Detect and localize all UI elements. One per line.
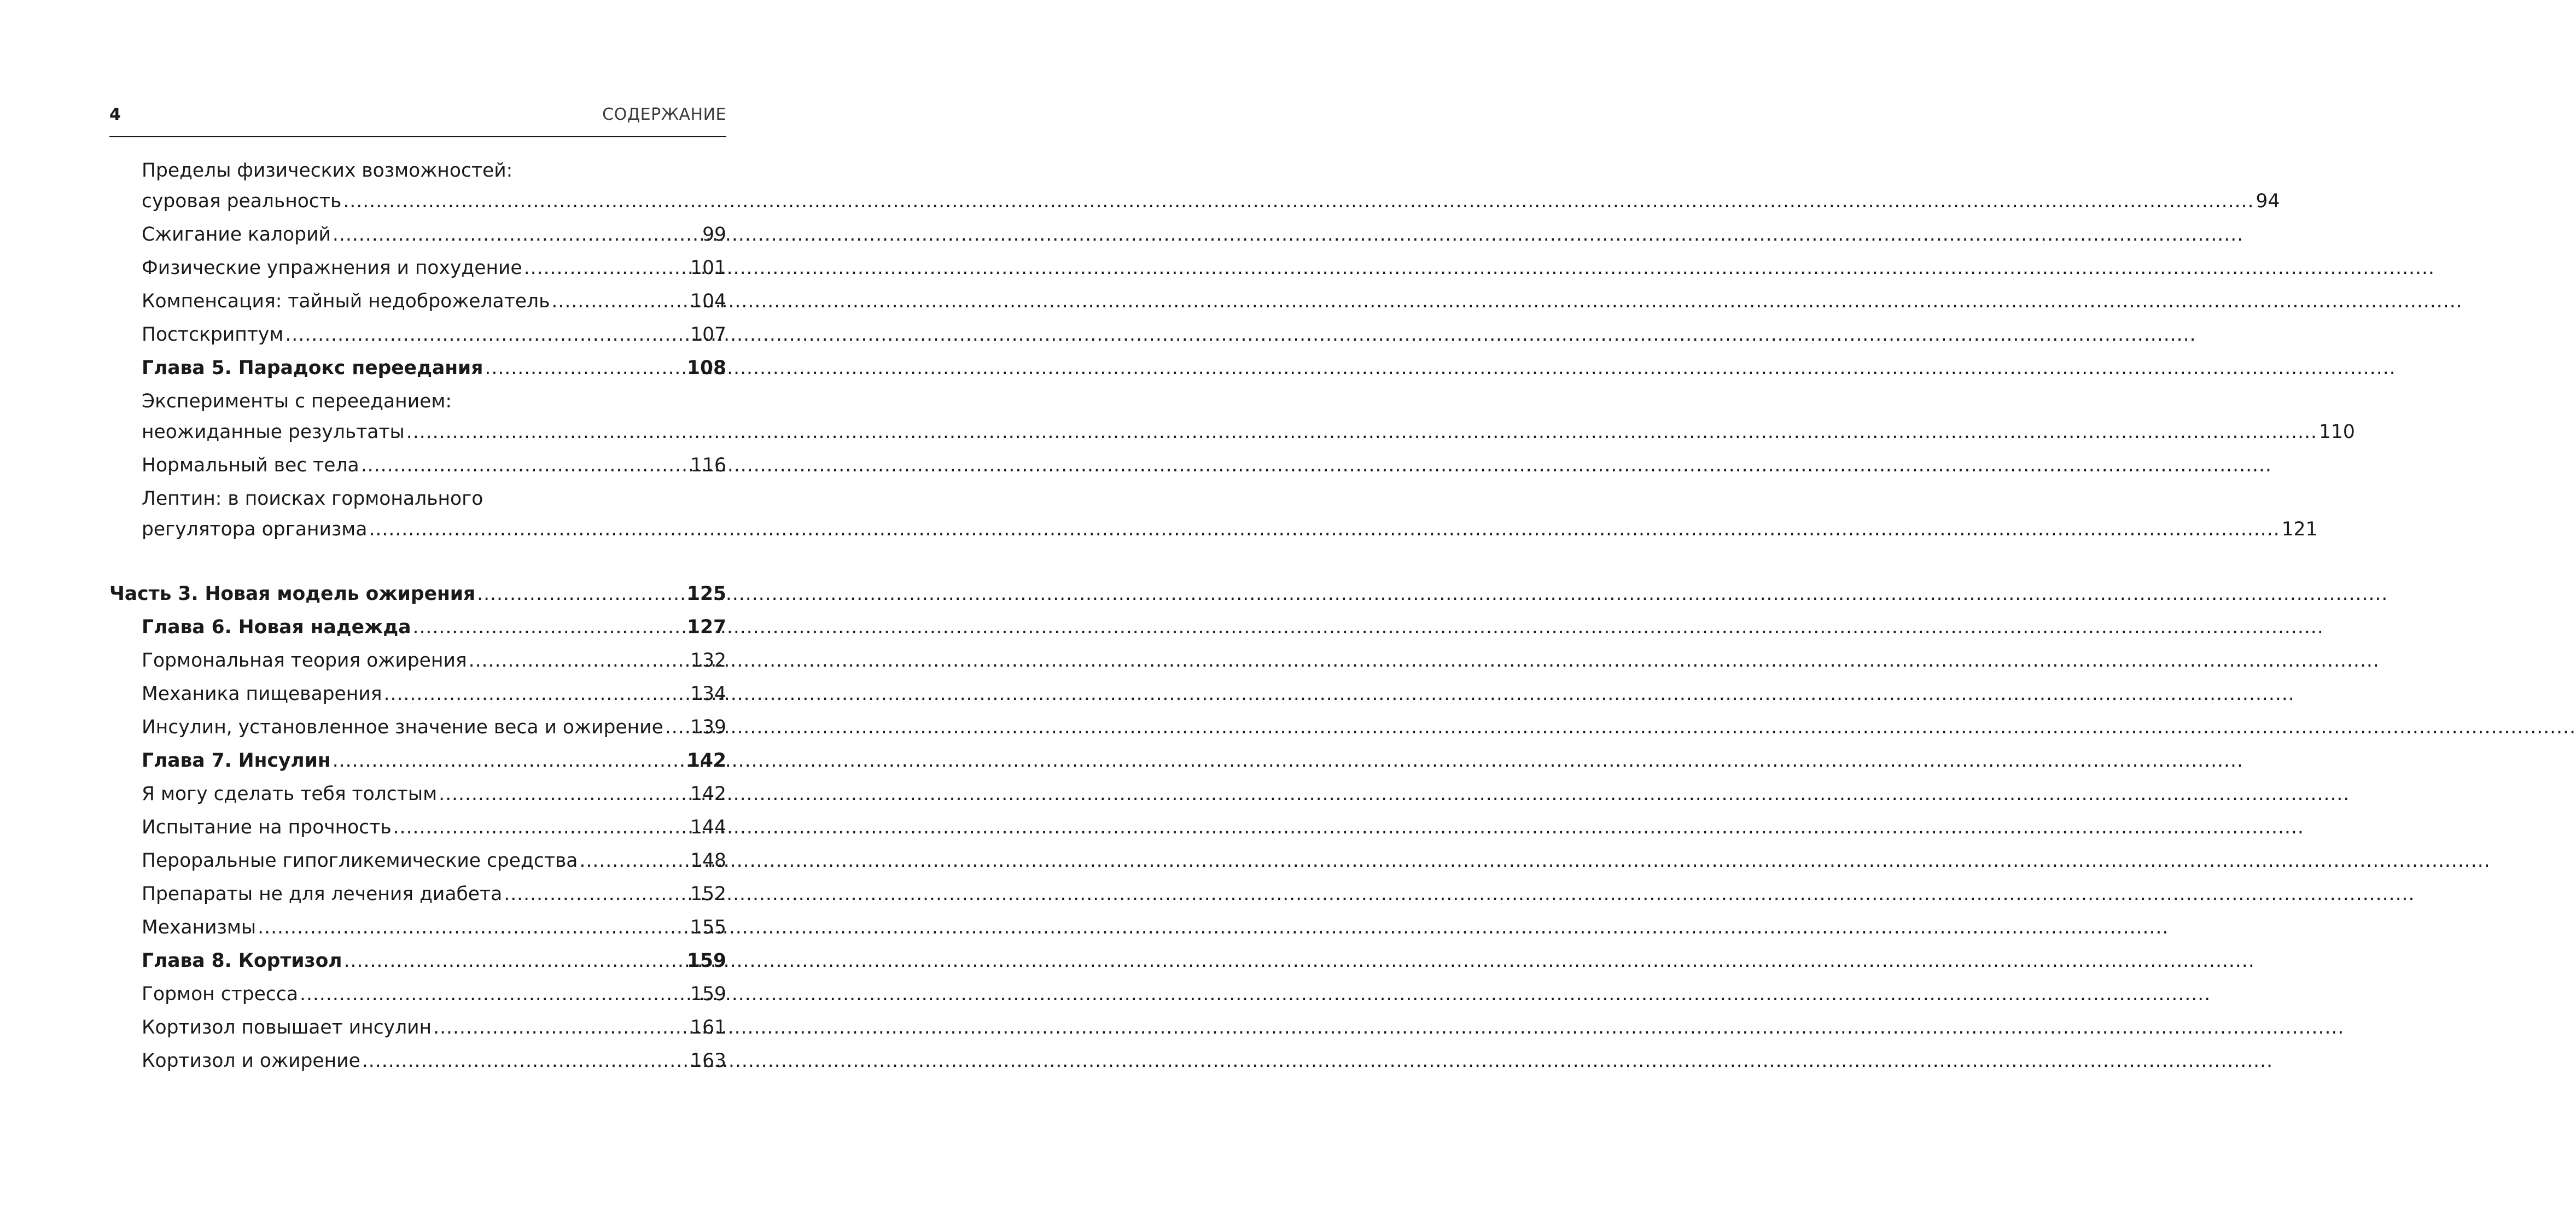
toc-leader-dots	[343, 186, 2254, 217]
toc-entry-title: Физические упражнения и похудение	[142, 257, 522, 279]
header-rule	[109, 136, 726, 137]
toc-leader-dots	[433, 1012, 689, 1043]
toc-leader-dots	[551, 286, 689, 317]
toc-entry-page: 142	[686, 750, 726, 772]
toc-leader-dots	[333, 219, 701, 250]
toc-leader-dots	[412, 612, 685, 643]
toc-entry	[109, 386, 2355, 447]
toc-chapter-entry	[109, 353, 726, 383]
toc-entry	[109, 779, 726, 809]
toc-entry	[109, 219, 726, 250]
toc-entry	[109, 645, 726, 676]
toc-entry	[109, 319, 726, 350]
running-head: СОДЕРЖАНИЕ	[602, 105, 726, 124]
page-number: 4	[109, 105, 121, 124]
toc-entry-page: 101	[690, 257, 726, 279]
toc-entry	[109, 155, 2280, 217]
toc-chapter-entry	[109, 745, 726, 776]
toc-entry-page: 121	[2281, 518, 2318, 540]
toc-entry-page: 144	[690, 816, 726, 838]
toc-entry-page: 110	[2319, 421, 2355, 443]
table-of-contents	[109, 155, 2355, 1079]
toc-leader-dots	[300, 979, 689, 1009]
toc-entry-page: 107	[690, 324, 726, 346]
toc-entry	[109, 979, 726, 1009]
toc-chapter-entry	[109, 612, 726, 643]
toc-chapter-entry	[109, 946, 726, 976]
toc-entry-title: Я могу сделать тебя толстым	[142, 783, 438, 805]
toc-leader-dots	[524, 253, 689, 283]
toc-entry-page: 125	[686, 583, 726, 605]
toc-leader-dots	[361, 450, 689, 481]
toc-entry-page: 142	[690, 783, 726, 805]
toc-entry-title: Гормональная теория ожирения	[142, 650, 467, 672]
toc-leader-dots	[406, 417, 2317, 447]
toc-entry-page: 108	[686, 357, 726, 379]
toc-leader-dots	[439, 779, 689, 809]
toc-leader-dots	[285, 319, 689, 350]
toc-entry	[109, 679, 726, 709]
toc-leader-dots	[579, 845, 689, 876]
toc-entry-page: 161	[690, 1017, 726, 1038]
toc-leader-dots	[384, 679, 689, 709]
toc-leader-dots	[393, 812, 689, 843]
toc-leader-dots	[504, 879, 689, 909]
toc-entry	[109, 483, 2318, 545]
toc-entry	[109, 450, 726, 481]
toc-entry-page: 139	[690, 716, 726, 738]
toc-leader-dots	[485, 353, 685, 383]
toc-entry-page: 134	[690, 683, 726, 705]
toc-chapter-title: Глава 8. Кортизол	[142, 950, 342, 972]
toc-entry-title: Гормон стресса	[142, 983, 298, 1005]
toc-entry-title: Инсулин, установленное значение веса и ожирение	[142, 716, 663, 738]
toc-leader-dots	[665, 712, 689, 743]
toc-entry	[109, 253, 726, 283]
toc-leader-dots	[362, 1046, 689, 1076]
toc-entry	[109, 845, 726, 876]
toc-entry	[109, 286, 726, 317]
toc-entry-page: 152	[690, 883, 726, 905]
toc-chapter-title: Глава 5. Парадокс переедания	[142, 357, 483, 379]
toc-chapter-title: Глава 7. Инсулин	[142, 750, 331, 772]
toc-entry	[109, 879, 726, 909]
toc-entry-title-line1: Эксперименты с перееданием:	[142, 390, 452, 412]
toc-leader-dots	[477, 579, 685, 609]
toc-entry-page: 99	[702, 224, 726, 246]
toc-entry-title: Кортизол повышает инсулин	[142, 1017, 432, 1038]
toc-entry-title: Кортизол и ожирение	[142, 1050, 360, 1072]
toc-entry-title: Пероральные гипогликемические средства	[142, 850, 578, 872]
toc-entry-page: 159	[690, 983, 726, 1005]
toc-entry-page: 127	[686, 616, 726, 638]
toc-entry	[109, 1012, 726, 1043]
toc-entry-page: 155	[690, 917, 726, 938]
toc-leader-dots	[344, 946, 685, 976]
toc-entry-title: суровая реальность	[142, 190, 342, 212]
toc-leader-dots	[258, 912, 689, 943]
toc-entry-title: Нормальный вес тела	[142, 454, 359, 476]
toc-entry	[109, 912, 726, 943]
toc-entry-page: 116	[690, 454, 726, 476]
toc-entry-title: Препараты не для лечения диабета	[142, 883, 503, 905]
toc-leader-dots	[333, 745, 685, 776]
toc-part-entry	[109, 579, 726, 609]
toc-chapter-title: Глава 6. Новая надежда	[142, 616, 411, 638]
toc-entry-page: 104	[690, 290, 726, 312]
toc-entry-title: Механика пищеварения	[142, 683, 382, 705]
toc-entry-title-line1: Лептин: в поисках гормонального	[142, 488, 483, 510]
toc-entry-page: 163	[690, 1050, 726, 1072]
toc-entry-page: 159	[686, 950, 726, 972]
toc-entry	[109, 1046, 726, 1076]
toc-entry	[109, 712, 726, 743]
toc-entry-title: Механизмы	[142, 917, 257, 938]
toc-entry-page: 148	[690, 850, 726, 872]
toc-entry-page: 132	[690, 650, 726, 672]
toc-part-title: Часть 3. Новая модель ожирения	[109, 583, 476, 605]
toc-entry-page: 94	[2256, 190, 2280, 212]
toc-entry	[109, 812, 726, 843]
toc-entry-title: неожиданные результаты	[142, 421, 405, 443]
toc-leader-dots	[369, 514, 2280, 545]
toc-entry-title-line1: Пределы физических возможностей:	[142, 160, 513, 182]
toc-entry-title: Сжигание калорий	[142, 224, 331, 246]
toc-entry-title: Компенсация: тайный недоброжелатель	[142, 290, 550, 312]
toc-entry-title: регулятора организма	[142, 518, 368, 540]
toc-leader-dots	[469, 645, 689, 676]
toc-entry-title: Постскриптум	[142, 324, 284, 346]
toc-entry-title: Испытание на прочность	[142, 816, 392, 838]
